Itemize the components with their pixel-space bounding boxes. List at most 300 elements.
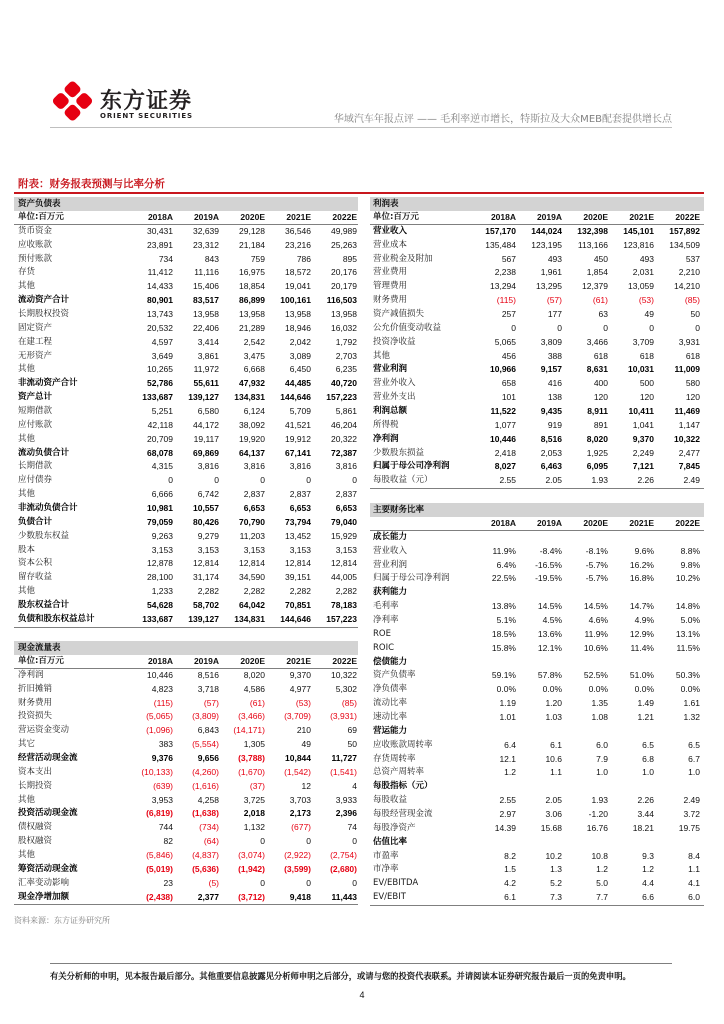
row-value: 13,958: [239, 309, 265, 320]
row-value: 8,020: [586, 433, 608, 444]
row-value: 2,031: [632, 267, 654, 278]
row-value: 2,837: [289, 489, 311, 500]
row-value: 3,809: [540, 336, 562, 347]
row-value: 11,412: [147, 267, 173, 278]
row-value: (5): [208, 877, 219, 888]
row-value: 46,204: [331, 419, 357, 430]
row-value: 135,484: [485, 239, 516, 250]
header-divider: [50, 127, 672, 128]
row-value: 5.0: [596, 878, 608, 889]
row-value: -19.5%: [535, 573, 562, 584]
unit-label: [373, 517, 470, 531]
cash-flow-title: 现金流量表: [14, 641, 358, 655]
row-label: 其它: [18, 739, 36, 750]
row-value: 11.4%: [630, 642, 654, 653]
row-value: 1.35: [591, 698, 608, 709]
row-label: 速动比率: [373, 712, 408, 723]
row-value: 18,572: [285, 267, 311, 278]
row-value: 1.01: [499, 712, 516, 723]
row-value: 12,814: [331, 558, 357, 569]
row-value: 2,282: [243, 586, 265, 597]
row-value: 123,816: [623, 239, 654, 250]
row-value: 51.0%: [629, 670, 654, 681]
row-value: 4,586: [243, 683, 265, 694]
row-value: 13,294: [490, 281, 516, 292]
row-value: 64,042: [239, 600, 265, 611]
row-value: 1,041: [632, 419, 654, 430]
row-value: 15.8%: [491, 642, 516, 653]
row-value: (1,942): [238, 863, 265, 874]
row-value: (1,541): [330, 766, 357, 777]
cash-flow-row: [14, 724, 358, 738]
row-value: 40,720: [331, 378, 357, 389]
row-value: 9,279: [197, 530, 219, 541]
row-value: 4,315: [151, 461, 173, 472]
balance-sheet-row: [14, 433, 358, 447]
row-value: (4,260): [192, 766, 219, 777]
row-label: 其他: [18, 489, 36, 500]
row-label: 每股收益: [373, 795, 408, 806]
row-label: 资本支出: [18, 766, 53, 777]
year-header: 2022E: [675, 518, 700, 528]
report-header-title: 华域汽车年报点评 —— 毛利率逆市增长，特斯拉及大众MEB配套提供增长点: [333, 114, 672, 125]
row-value: 79,059: [147, 516, 173, 527]
row-value: (734): [199, 822, 219, 833]
row-value: 18.5%: [491, 628, 516, 639]
row-value: 734: [158, 253, 173, 264]
balance-sheet-row: [14, 419, 358, 433]
row-value: 19,041: [285, 281, 311, 292]
row-value: 6,742: [197, 489, 219, 500]
row-value: 41,521: [285, 419, 311, 430]
row-value: 1,925: [586, 447, 608, 458]
row-value: 3.72: [683, 809, 700, 820]
row-value: 3,475: [243, 350, 265, 361]
row-value: 2,249: [632, 447, 654, 458]
row-value: 6,668: [243, 364, 265, 375]
row-value: 133,687: [142, 613, 173, 624]
row-value: 67,141: [285, 447, 311, 458]
row-label: 资产总计: [18, 392, 53, 403]
ratios-row: [370, 628, 704, 642]
row-value: 580: [685, 378, 700, 389]
row-value: 6,450: [289, 364, 311, 375]
row-value: 1.0: [688, 767, 700, 778]
section-label: 估值比率: [373, 836, 408, 847]
year-header: 2020E: [240, 656, 265, 666]
row-value: 0.0%: [634, 684, 654, 695]
row-value: 16.76: [586, 822, 608, 833]
row-value: (10,133): [141, 766, 173, 777]
ratios-row: [370, 766, 704, 780]
row-value: 20,176: [331, 267, 357, 278]
year-header: 2020E: [583, 518, 608, 528]
row-value: 618: [639, 350, 654, 361]
row-value: 123,195: [531, 239, 562, 250]
row-value: (5,019): [146, 863, 173, 874]
row-value: 113,166: [577, 239, 608, 250]
row-value: 1.2: [642, 864, 654, 875]
row-value: 400: [593, 378, 608, 389]
page-number: 4: [359, 990, 365, 1000]
row-label: 公允价值变动收益: [373, 322, 442, 333]
row-value: 2.05: [545, 475, 562, 486]
row-label: 货币资金: [18, 225, 53, 236]
row-value: 20,322: [331, 433, 357, 444]
row-value: 10,844: [285, 753, 311, 764]
income-statement-row: [370, 433, 704, 447]
row-value: (61): [249, 697, 265, 708]
row-value: 13,452: [285, 530, 311, 541]
row-value: 13.6%: [537, 628, 562, 639]
row-value: 63: [598, 309, 608, 320]
row-label: 流动资产合计: [18, 295, 70, 306]
row-value: 3,153: [289, 544, 311, 555]
row-value: 2.49: [683, 475, 700, 486]
ratios-table: [370, 503, 704, 906]
row-value: 134,831: [234, 613, 265, 624]
row-value: (5,554): [192, 739, 219, 750]
income-statement-title: 利润表: [370, 197, 704, 211]
row-value: 12.1%: [537, 642, 562, 653]
row-value: 19,912: [285, 433, 311, 444]
row-value: 18,854: [239, 281, 265, 292]
row-value: 3,861: [197, 350, 219, 361]
year-header: 2018A: [147, 212, 173, 222]
balance-sheet-row: [14, 308, 358, 322]
row-label: 留存收益: [18, 572, 53, 583]
row-value: 895: [342, 253, 357, 264]
balance-sheet-row: [14, 336, 358, 350]
row-value: 3,933: [335, 794, 357, 805]
row-value: 12: [301, 780, 311, 791]
row-label: 其他: [18, 586, 36, 597]
row-label: ROIC: [373, 642, 395, 653]
row-value: 0: [260, 836, 265, 847]
row-value: 456: [501, 350, 516, 361]
ratios-row: [370, 863, 704, 877]
row-value: 9,435: [540, 406, 562, 417]
row-value: 9,157: [540, 364, 562, 375]
row-value: 1.93: [591, 795, 608, 806]
row-value: (37): [249, 780, 265, 791]
row-value: 8.8%: [680, 545, 700, 556]
row-value: 2,210: [678, 267, 700, 278]
row-value: 6.6: [642, 892, 654, 903]
row-value: 70,790: [239, 516, 265, 527]
income-statement-row: [370, 363, 704, 377]
row-value: (3,712): [238, 891, 265, 902]
row-value: 116,503: [326, 295, 357, 306]
row-value: 16,032: [331, 322, 357, 333]
balance-sheet-row: [14, 502, 358, 516]
row-value: 5.2: [550, 878, 562, 889]
row-value: 6.4%: [496, 559, 516, 570]
row-value: 11,116: [194, 267, 219, 278]
row-value: 450: [593, 253, 608, 264]
row-label: 营业利润: [373, 364, 408, 375]
row-value: 0: [649, 322, 654, 333]
row-value: 4.1: [688, 878, 700, 889]
row-value: 7,845: [678, 461, 700, 472]
row-value: 0: [352, 877, 357, 888]
row-label: 其他: [18, 364, 36, 375]
row-value: 10.6: [545, 753, 562, 764]
unit-label: 单位:百万元: [373, 212, 419, 222]
row-value: 9,376: [151, 753, 173, 764]
row-value: 49,989: [331, 225, 357, 236]
row-value: (57): [546, 295, 562, 306]
row-value: 11,972: [193, 364, 219, 375]
row-value: 79,040: [331, 516, 357, 527]
row-value: 14.5%: [583, 601, 608, 612]
row-label: 存货: [18, 267, 36, 278]
income-statement-body: [370, 225, 704, 488]
row-label: EV/EBITDA: [373, 878, 419, 889]
row-value: 14.8%: [675, 601, 700, 612]
cash-flow-row: [14, 794, 358, 808]
balance-sheet-row: [14, 363, 358, 377]
row-value: 10.6%: [583, 642, 608, 653]
row-value: 138: [547, 392, 562, 403]
row-label: 在建工程: [18, 336, 53, 347]
balance-sheet-row: [14, 488, 358, 502]
row-value: 52.5%: [583, 670, 608, 681]
row-label: 资产减值损失: [373, 309, 425, 320]
row-value: 7.7: [596, 892, 608, 903]
row-value: 13,743: [147, 309, 173, 320]
row-value: 10.8: [591, 850, 608, 861]
year-header: 2021E: [286, 656, 311, 666]
row-value: 18.21: [632, 822, 654, 833]
row-label: 其他: [18, 433, 36, 444]
cash-flow-header-row: [14, 655, 358, 669]
row-label: 营运资金变动: [18, 725, 70, 736]
cash-flow-row: [14, 697, 358, 711]
ratios-row: [370, 545, 704, 559]
row-value: 80,426: [193, 516, 219, 527]
row-value: 618: [593, 350, 608, 361]
row-value: 9,263: [151, 530, 173, 541]
row-value: 2,173: [289, 808, 311, 819]
row-label: 筹资活动现金流: [18, 863, 78, 874]
row-value: 2,042: [289, 336, 311, 347]
row-value: 9,418: [289, 891, 311, 902]
row-value: 9.8%: [680, 559, 700, 570]
row-value: -16.5%: [535, 559, 562, 570]
row-value: 54,628: [147, 600, 173, 611]
row-value: (3,931): [330, 711, 357, 722]
year-header: 2018A: [147, 656, 173, 666]
row-value: 157,223: [326, 613, 357, 624]
row-label: 长期借款: [18, 461, 53, 472]
income-statement-row: [370, 266, 704, 280]
cash-flow-row: [14, 891, 358, 905]
row-value: 6.5: [642, 739, 654, 750]
row-value: 3,718: [197, 683, 219, 694]
row-value: 10,981: [147, 503, 173, 514]
row-label: 负债和股东权益总计: [18, 613, 95, 624]
row-value: 8,027: [494, 461, 516, 472]
row-value: 134,831: [234, 392, 265, 403]
row-value: 10,322: [674, 433, 700, 444]
cash-flow-row: [14, 752, 358, 766]
balance-sheet-row: [14, 225, 358, 239]
row-value: 8.4: [688, 850, 700, 861]
ratios-section-row: [370, 836, 704, 850]
row-value: 12,878: [147, 558, 173, 569]
ratios-row: [370, 711, 704, 725]
row-value: 3,466: [586, 336, 608, 347]
row-value: 18,946: [285, 322, 311, 333]
ratios-row: [370, 669, 704, 683]
row-value: (1,542): [284, 766, 311, 777]
row-value: 144,646: [280, 392, 311, 403]
income-statement-row: [370, 460, 704, 474]
row-value: 11,522: [490, 406, 516, 417]
row-value: 44,005: [331, 572, 357, 583]
row-value: 120: [593, 392, 608, 403]
cash-flow-row: [14, 807, 358, 821]
income-statement-row: [370, 294, 704, 308]
row-value: 49: [644, 309, 654, 320]
row-value: 29,128: [239, 225, 265, 236]
row-label: 归属于母公司净利润: [373, 461, 450, 472]
ratios-section-row: [370, 725, 704, 739]
row-value: 10,446: [147, 669, 173, 680]
row-value: 36,546: [285, 225, 311, 236]
row-value: (1,638): [192, 808, 219, 819]
page-title: 附表：财务报表预测与比率分析: [18, 178, 165, 190]
row-value: 44,485: [285, 378, 311, 389]
row-value: 1.32: [683, 712, 700, 723]
balance-sheet-row: [14, 405, 358, 419]
balance-sheet-table: [14, 197, 358, 628]
balance-sheet-row: [14, 447, 358, 461]
row-value: 7.9: [596, 753, 608, 764]
row-value: 13.1%: [675, 628, 700, 639]
unit-label: 单位:百万元: [18, 656, 64, 666]
ratios-row: [370, 614, 704, 628]
row-value: 120: [685, 392, 700, 403]
row-value: 145,101: [623, 225, 654, 236]
income-statement-row: [370, 239, 704, 253]
row-value: 157,223: [326, 392, 357, 403]
row-value: 31,174: [193, 572, 219, 583]
row-value: 12,814: [193, 558, 219, 569]
section-label: 每股指标（元）: [373, 781, 433, 792]
cash-flow-row: [14, 863, 358, 877]
row-value: 12.9%: [629, 628, 654, 639]
row-value: 493: [639, 253, 654, 264]
row-label: 其他: [18, 850, 36, 861]
row-value: 0: [306, 836, 311, 847]
row-value: 144,646: [280, 613, 311, 624]
row-value: 13.8%: [491, 601, 516, 612]
row-label: 所得税: [373, 419, 399, 430]
balance-sheet-row: [14, 474, 358, 488]
row-value: 86,899: [239, 295, 265, 306]
row-value: 3.06: [545, 809, 562, 820]
ratios-row: [370, 891, 704, 905]
row-value: (1,096): [146, 725, 173, 736]
row-value: 4.9%: [634, 615, 654, 626]
year-header: 2022E: [332, 212, 357, 222]
row-value: 23,312: [193, 239, 219, 250]
ratios-title: 主要财务比率: [370, 503, 704, 517]
row-value: 10,446: [490, 433, 516, 444]
row-value: 52,786: [147, 378, 173, 389]
row-label: 资本公积: [18, 558, 53, 569]
income-statement-row: [370, 391, 704, 405]
row-value: 5.1%: [496, 615, 516, 626]
row-value: 3,816: [289, 461, 311, 472]
year-header: 2021E: [629, 518, 654, 528]
row-value: 70,851: [285, 600, 311, 611]
cash-flow-row: [14, 669, 358, 683]
row-label: 股东权益合计: [18, 600, 70, 611]
row-value: 7.3: [550, 892, 562, 903]
row-value: 2.26: [637, 475, 654, 486]
row-value: 9.3: [642, 850, 654, 861]
ratios-row: [370, 697, 704, 711]
row-label: 无形资产: [18, 350, 53, 361]
row-value: 50.3%: [675, 670, 700, 681]
balance-sheet-row: [14, 377, 358, 391]
year-header: 2019A: [193, 656, 219, 666]
row-value: (3,809): [192, 711, 219, 722]
row-value: 2,837: [243, 489, 265, 500]
row-value: 55,611: [193, 378, 219, 389]
row-value: (85): [684, 295, 700, 306]
year-header: 2020E: [240, 212, 265, 222]
row-value: 4.6%: [588, 615, 608, 626]
row-value: 2.55: [499, 475, 516, 486]
row-value: 16,975: [239, 267, 265, 278]
row-value: 8,516: [197, 669, 219, 680]
row-label: 营业税金及附加: [373, 253, 433, 264]
row-value: -1.20: [588, 809, 608, 820]
row-value: 74: [347, 822, 357, 833]
row-value: 39,151: [285, 572, 311, 583]
balance-sheet-row: [14, 239, 358, 253]
row-value: 5,302: [335, 683, 357, 694]
row-value: 383: [158, 739, 173, 750]
balance-sheet-row: [14, 557, 358, 571]
row-value: (64): [203, 836, 219, 847]
row-value: 157,170: [485, 225, 516, 236]
balance-sheet-row: [14, 322, 358, 336]
row-label: 非流动资产合计: [18, 378, 78, 389]
balance-sheet-row: [14, 544, 358, 558]
row-value: (1,616): [192, 780, 219, 791]
row-value: 12,379: [582, 281, 608, 292]
row-value: 19.75: [678, 822, 700, 833]
row-label: 预付账款: [18, 253, 53, 264]
balance-sheet-body: [14, 225, 358, 627]
row-value: 23,216: [285, 239, 311, 250]
row-value: 21,289: [239, 322, 265, 333]
row-value: 0: [352, 836, 357, 847]
row-label: 每股经营现金流: [373, 809, 433, 820]
row-label: 非流动负债合计: [18, 503, 78, 514]
ratios-header-row: [370, 517, 704, 531]
row-value: 658: [501, 378, 516, 389]
row-value: 19,117: [193, 433, 219, 444]
row-value: 11.5%: [676, 642, 700, 653]
row-value: 1.0: [642, 767, 654, 778]
row-label: 短期借款: [18, 406, 53, 417]
